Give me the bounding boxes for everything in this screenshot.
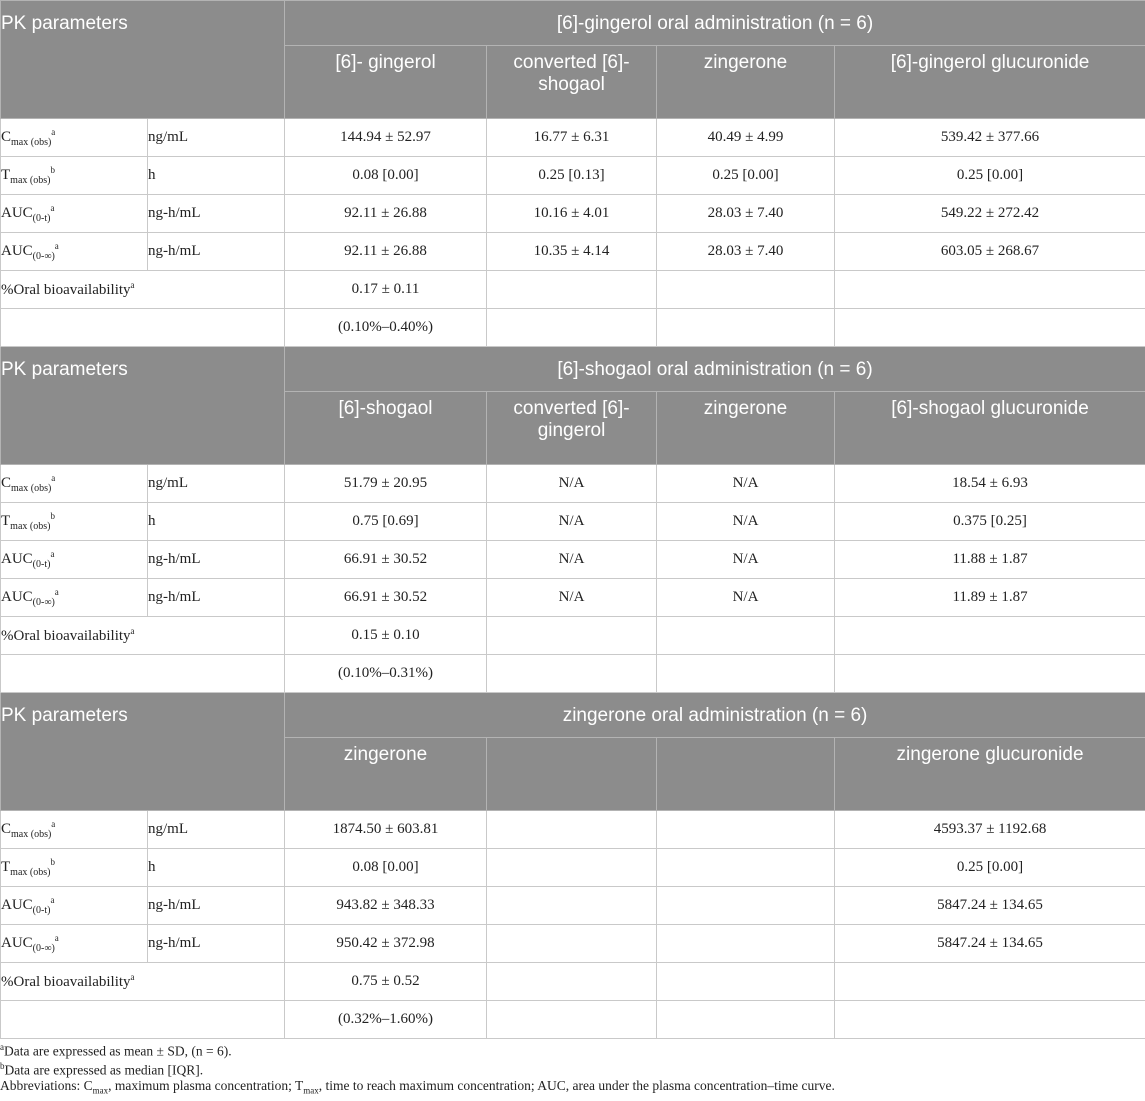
parameter-label (1, 541, 148, 579)
empty-cell (835, 271, 1145, 309)
column-header: zingerone (657, 392, 835, 465)
bioavailability-range: (0.32%–1.60%) (285, 1001, 487, 1039)
value-cell: 5847.24 ± 134.65 (835, 887, 1145, 925)
bioavailability-label (1, 617, 285, 655)
parameter-symbol: C (1, 821, 11, 837)
empty-cell (1, 309, 285, 347)
bioavailability-footnote-mark: a (131, 972, 135, 982)
empty-cell (657, 309, 835, 347)
value-cell: N/A (657, 465, 835, 503)
table-row (1, 541, 1145, 579)
empty-cell (487, 617, 657, 655)
value-cell: 0.375 [0.25] (835, 503, 1145, 541)
value-cell: 1874.50 ± 603.81 (285, 811, 487, 849)
unit-cell: ng-h/mL (148, 541, 285, 579)
value-cell: 16.77 ± 6.31 (487, 119, 657, 157)
parameter-footnote-mark: a (55, 933, 59, 943)
unit-cell: h (148, 157, 285, 195)
bioavailability-row (1, 271, 1145, 309)
unit-cell: h (148, 849, 285, 887)
parameter-footnote-mark: a (50, 203, 54, 213)
column-header: converted [6]-gingerol (487, 392, 657, 465)
unit-cell: ng/mL (148, 119, 285, 157)
value-cell: 4593.37 ± 1192.68 (835, 811, 1145, 849)
parameter-subscript: max (obs) (11, 483, 51, 494)
bioavailability-label (1, 963, 285, 1001)
section-header-row (1, 693, 1145, 738)
unit-cell: ng-h/mL (148, 233, 285, 271)
bioavailability-value: 0.75 ± 0.52 (285, 963, 487, 1001)
parameter-subscript: (0-∞) (33, 943, 55, 954)
table-row (1, 579, 1145, 617)
value-cell: N/A (487, 503, 657, 541)
value-cell: 0.25 [0.13] (487, 157, 657, 195)
value-cell: 144.94 ± 52.97 (285, 119, 487, 157)
parameter-label (1, 925, 148, 963)
parameter-footnote-mark: a (51, 819, 55, 829)
parameter-footnote-mark: a (50, 895, 54, 905)
parameter-subscript: max (obs) (11, 829, 51, 840)
parameter-footnote-mark: a (50, 549, 54, 559)
parameter-label (1, 465, 148, 503)
unit-cell: ng-h/mL (148, 579, 285, 617)
value-cell: 0.75 [0.69] (285, 503, 487, 541)
bioavailability-row (1, 963, 1145, 1001)
value-cell: 92.11 ± 26.88 (285, 233, 487, 271)
value-cell: 51.79 ± 20.95 (285, 465, 487, 503)
table-row (1, 233, 1145, 271)
footnote-a: $^a$Data are expressed as mean ± SD, (n = 6). (0, 1038, 1145, 1057)
table-row (1, 119, 1145, 157)
parameter-subscript: (0-∞) (33, 597, 55, 608)
bioavailability-range: (0.10%–0.31%) (285, 655, 487, 693)
bioavailability-value: 0.17 ± 0.11 (285, 271, 487, 309)
column-header: [6]- gingerol (285, 46, 487, 119)
parameter-subscript: (0-t) (33, 213, 51, 224)
table-row (1, 195, 1145, 233)
value-cell (487, 925, 657, 963)
empty-cell (657, 617, 835, 655)
value-cell: 28.03 ± 7.40 (657, 195, 835, 233)
empty-cell (487, 1001, 657, 1039)
section-title: [6]-shogaol oral administration (n = 6) (285, 347, 1145, 392)
parameter-symbol: AUC (1, 551, 33, 567)
column-header: [6]-shogaol glucuronide (835, 392, 1145, 465)
parameter-subscript: max (obs) (10, 521, 50, 532)
value-cell: 0.25 [0.00] (657, 157, 835, 195)
empty-cell (835, 617, 1145, 655)
bioavailability-label-text: %Oral bioavailability (1, 282, 131, 298)
empty-cell (487, 963, 657, 1001)
bioavailability-label-text: %Oral bioavailability (1, 628, 131, 644)
parameter-subscript: (0-t) (33, 559, 51, 570)
value-cell: N/A (657, 541, 835, 579)
value-cell: 539.42 ± 377.66 (835, 119, 1145, 157)
value-cell: 0.08 [0.00] (285, 849, 487, 887)
empty-cell (835, 655, 1145, 693)
table-row (1, 465, 1145, 503)
empty-cell (657, 271, 835, 309)
parameter-symbol: AUC (1, 205, 33, 221)
parameter-symbol: AUC (1, 589, 33, 605)
value-cell: 92.11 ± 26.88 (285, 195, 487, 233)
value-cell (487, 811, 657, 849)
value-cell (657, 849, 835, 887)
value-cell: 0.08 [0.00] (285, 157, 487, 195)
parameter-subscript: max (obs) (10, 867, 50, 878)
pk-parameters-heading: PK parameters (1, 1, 285, 119)
column-header (487, 738, 657, 811)
unit-cell: ng-h/mL (148, 195, 285, 233)
column-header: zingerone (285, 738, 487, 811)
empty-cell (835, 1001, 1145, 1039)
empty-cell (487, 309, 657, 347)
unit-cell: ng/mL (148, 811, 285, 849)
value-cell: 549.22 ± 272.42 (835, 195, 1145, 233)
bioavailability-value: 0.15 ± 0.10 (285, 617, 487, 655)
parameter-label (1, 119, 148, 157)
parameter-footnote-mark: a (55, 241, 59, 251)
value-cell: 950.42 ± 372.98 (285, 925, 487, 963)
empty-cell (835, 963, 1145, 1001)
value-cell: 10.35 ± 4.14 (487, 233, 657, 271)
footnote-abbreviations: Abbreviations: $C_{max}$, maximum plasma concentration; $T_{max}$, time to reach maximum concentration; AUC, area under the plasma concentration–time curve. (0, 1076, 1145, 1095)
empty-cell (487, 271, 657, 309)
value-cell: 603.05 ± 268.67 (835, 233, 1145, 271)
parameter-footnote-mark: a (51, 127, 55, 137)
table-row (1, 503, 1145, 541)
footnote-b: $^b$Data are expressed as median [IQR]. (0, 1057, 1145, 1076)
value-cell: N/A (657, 579, 835, 617)
empty-cell (657, 963, 835, 1001)
parameter-footnote-mark: b (50, 165, 55, 175)
section-header-row (1, 1, 1145, 46)
bioavailability-row (1, 617, 1145, 655)
empty-cell (835, 309, 1145, 347)
table-row (1, 157, 1145, 195)
parameter-symbol: T (1, 167, 10, 183)
value-cell: 0.25 [0.00] (835, 157, 1145, 195)
parameter-symbol: T (1, 859, 10, 875)
bioavailability-range: (0.10%–0.40%) (285, 309, 487, 347)
pk-parameters-heading: PK parameters (1, 693, 285, 811)
parameter-footnote-mark: b (50, 857, 55, 867)
bioavailability-label (1, 271, 285, 309)
unit-cell: h (148, 503, 285, 541)
value-cell: 0.25 [0.00] (835, 849, 1145, 887)
parameter-footnote-mark: a (51, 473, 55, 483)
value-cell: 10.16 ± 4.01 (487, 195, 657, 233)
parameter-label (1, 503, 148, 541)
column-header (657, 738, 835, 811)
parameter-symbol: C (1, 129, 11, 145)
footnotes (0, 1038, 1145, 1095)
bioavailability-range-row (1, 1001, 1145, 1039)
value-cell (657, 925, 835, 963)
section-header-row (1, 347, 1145, 392)
parameter-footnote-mark: a (55, 587, 59, 597)
parameter-subscript: (0-t) (33, 905, 51, 916)
parameter-symbol: AUC (1, 897, 33, 913)
parameter-label (1, 579, 148, 617)
parameter-label (1, 233, 148, 271)
value-cell (487, 887, 657, 925)
bioavailability-range-row (1, 655, 1145, 693)
value-cell: N/A (657, 503, 835, 541)
value-cell: 5847.24 ± 134.65 (835, 925, 1145, 963)
value-cell (657, 811, 835, 849)
value-cell (487, 849, 657, 887)
value-cell: N/A (487, 465, 657, 503)
bioavailability-footnote-mark: a (131, 626, 135, 636)
value-cell: 18.54 ± 6.93 (835, 465, 1145, 503)
value-cell: 66.91 ± 30.52 (285, 541, 487, 579)
parameter-subscript: max (obs) (11, 137, 51, 148)
parameter-label (1, 849, 148, 887)
table-row (1, 811, 1145, 849)
unit-cell: ng-h/mL (148, 887, 285, 925)
parameter-label (1, 887, 148, 925)
parameter-subscript: (0-∞) (33, 251, 55, 262)
column-header: [6]-gingerol glucuronide (835, 46, 1145, 119)
parameter-subscript: max (obs) (10, 175, 50, 186)
value-cell: N/A (487, 579, 657, 617)
parameter-label (1, 195, 148, 233)
bioavailability-footnote-mark: a (131, 280, 135, 290)
table-row (1, 925, 1145, 963)
value-cell: 11.88 ± 1.87 (835, 541, 1145, 579)
table-row (1, 849, 1145, 887)
parameter-symbol: T (1, 513, 10, 529)
table-row (1, 887, 1145, 925)
parameter-footnote-mark: b (50, 511, 55, 521)
parameter-symbol: AUC (1, 243, 33, 259)
empty-cell (487, 655, 657, 693)
parameter-label (1, 811, 148, 849)
empty-cell (657, 1001, 835, 1039)
empty-cell (1, 1001, 285, 1039)
unit-cell: ng-h/mL (148, 925, 285, 963)
pk-parameters-heading: PK parameters (1, 347, 285, 465)
empty-cell (657, 655, 835, 693)
unit-cell: ng/mL (148, 465, 285, 503)
parameter-symbol: C (1, 475, 11, 491)
column-header: zingerone (657, 46, 835, 119)
section-title: zingerone oral administration (n = 6) (285, 693, 1145, 738)
value-cell: 11.89 ± 1.87 (835, 579, 1145, 617)
value-cell: 943.82 ± 348.33 (285, 887, 487, 925)
value-cell: 28.03 ± 7.40 (657, 233, 835, 271)
bioavailability-label-text: %Oral bioavailability (1, 974, 131, 990)
bioavailability-range-row (1, 309, 1145, 347)
parameter-symbol: AUC (1, 935, 33, 951)
value-cell: 40.49 ± 4.99 (657, 119, 835, 157)
section-title: [6]-gingerol oral administration (n = 6) (285, 1, 1145, 46)
parameter-label (1, 157, 148, 195)
value-cell: 66.91 ± 30.52 (285, 579, 487, 617)
column-header: converted [6]-shogaol (487, 46, 657, 119)
empty-cell (1, 655, 285, 693)
column-header: zingerone glucuronide (835, 738, 1145, 811)
column-header: [6]-shogaol (285, 392, 487, 465)
value-cell (657, 887, 835, 925)
value-cell: N/A (487, 541, 657, 579)
